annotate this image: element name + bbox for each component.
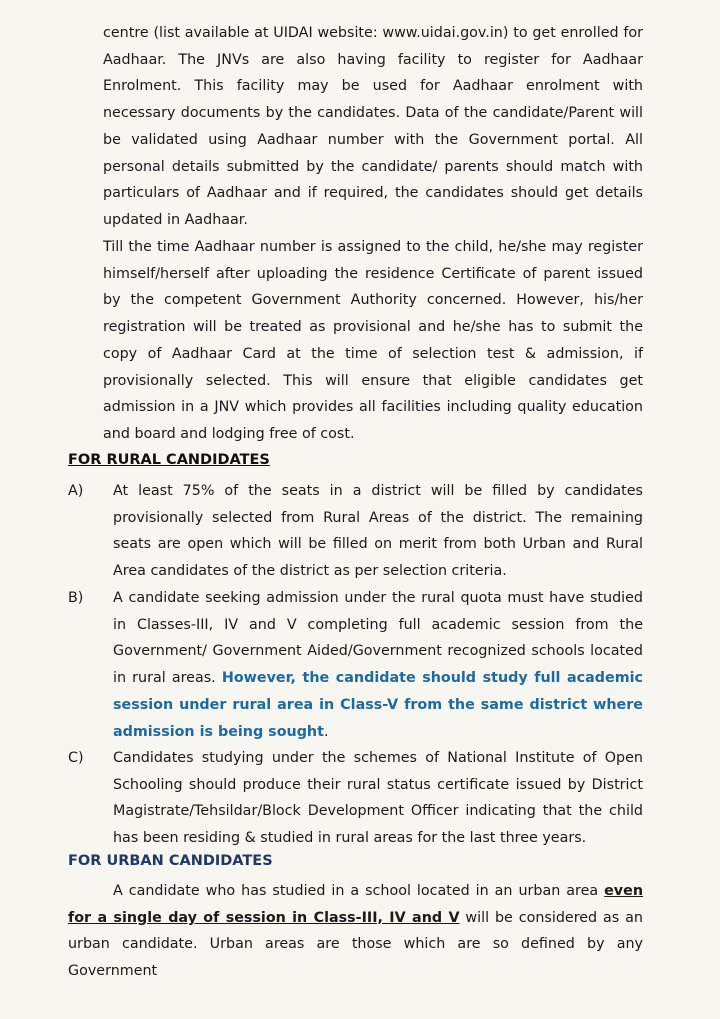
item-text: Candidates studying under the schemes of National Institute of Open Schooling should produce their rural status certificate issued by District Magistrate/Tehsildar/Block Development Officer indicating that the child has been residing & studied in rural areas for the last three years. bbox=[113, 750, 643, 847]
rural-item-c bbox=[68, 745, 643, 852]
item-text: At least 75% of the seats in a district will be filled by candidates provisionally selected from Rural Areas of the district. The remaining seats are open which will be filled on merit from both Urban and Rural Area candidates of the district as per selection criteria. bbox=[113, 483, 643, 580]
urban-text-after: will be considered as an urban candidate. Urban areas are those which are so defined by any Government bbox=[68, 909, 643, 980]
provisional-registration-paragraph: Till the time Aadhaar number is assigned to the child, he/she may register himself/herself after uploading the residence Certificate of parent issued by the competent Government Authority concerned. However, his/her registration will be treated as provisional and he/she has to submit the copy of Aadhaar Card at the time of selection test & admission, if provisionally selected. This will ensure that eligible candidates get admission in a JNV which provides all facilities including quality education and board and lodging free of cost. bbox=[103, 239, 643, 442]
highlighted-condition: However, the candidate should study full academic session under rural area in Class-V from the same district where admission is being sought bbox=[113, 670, 643, 740]
item-marker: C) bbox=[68, 750, 84, 766]
urban-emphasis: even for a single day of session in Class-III, IV and V bbox=[68, 883, 643, 926]
item-text-main: A candidate seeking admission under the rural quota must have studied in Classes-III, IV and V completing full academic session from the Government/ Government Aided/Government recognized schools located in rural areas. bbox=[113, 590, 643, 687]
rural-item-b bbox=[68, 585, 643, 745]
rural-candidates-heading: FOR RURAL CANDIDATES bbox=[68, 452, 270, 468]
item-text bbox=[113, 585, 643, 745]
urban-candidates-heading: FOR URBAN CANDIDATES bbox=[68, 853, 273, 869]
item-marker: A) bbox=[68, 483, 84, 499]
aadhaar-enrolment-paragraph: centre (list available at UIDAI website: www.uidai.gov.in) to get enrolled for Aadhaar. The JNVs are also having facility to register for Aadhaar Enrolment. This facility may be used for Aadhaar enrolment with necessary documents by the candidates. Data of the candidate/Parent will be validated using Aadhaar number with the Government portal. All personal details submitted by the candidate/ parents should match with particulars of Aadhaar and if required, the candidates should get details updated in Aadhaar. bbox=[103, 25, 643, 228]
item-text-tail: . bbox=[323, 723, 329, 740]
urban-candidates-paragraph bbox=[68, 878, 643, 985]
item-marker: B) bbox=[68, 590, 84, 606]
rural-item-a bbox=[68, 478, 643, 585]
urban-text-before: A candidate who has studied in a school located in an urban area bbox=[113, 883, 605, 899]
